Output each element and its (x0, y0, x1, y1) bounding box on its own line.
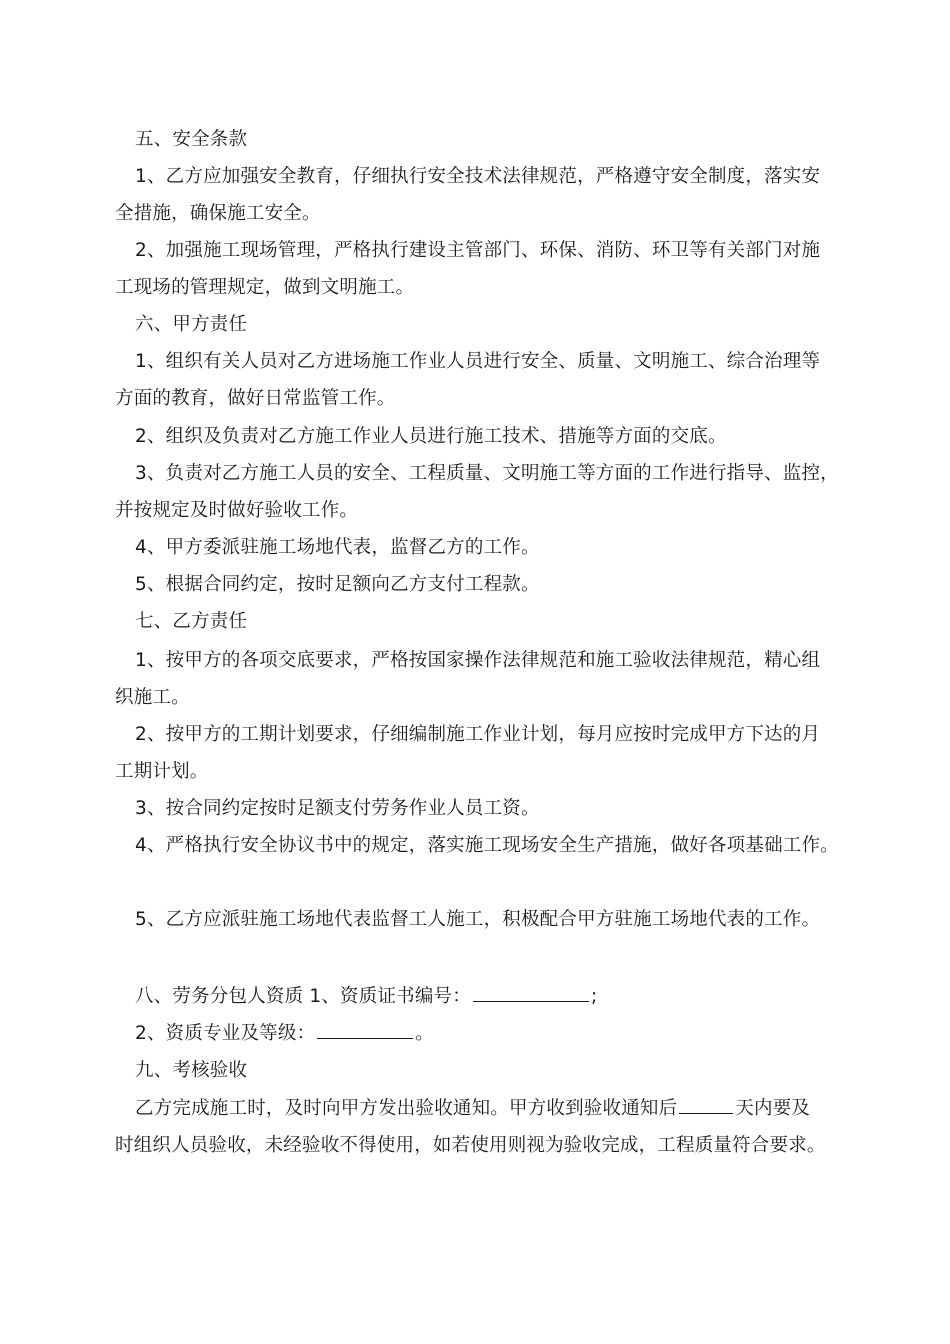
paragraph-line: 方面的教育，做好日常监管工作。 (115, 388, 396, 409)
paragraph-line: 3、按合同约定按时足额支付劳务作业人员工资。 (135, 798, 540, 819)
qualification-level-blank (317, 1020, 413, 1039)
paragraph-line: 3、负责对乙方施工人员的安全、工程质量、文明施工等方面的工作进行指导、监控， (135, 463, 839, 484)
section-8-text: 八、劳务分包人资质 1、资质证书编号： (135, 986, 471, 1007)
qualification-line (135, 1020, 434, 1047)
paragraph-line: 5、根据合同约定，按时足额向乙方支付工程款。 (135, 574, 540, 595)
days-blank (679, 1095, 733, 1114)
paragraph-line: 织施工。 (115, 687, 190, 708)
paragraph-line: 4、严格执行安全协议书中的规定，落实施工现场安全生产措施，做好各项基础工作。 (135, 835, 839, 856)
section-7-heading: 七、乙方责任 (135, 611, 248, 632)
paragraph-line: 工现场的管理规定，做到文明施工。 (115, 277, 415, 298)
certificate-number-blank (473, 983, 589, 1002)
acceptance-text: 乙方完成施工时，及时向甲方发出验收通知。甲方收到验收通知后 (135, 1098, 678, 1119)
period: 。 (415, 1023, 434, 1044)
paragraph-line: 并按规定及时做好验收工作。 (115, 500, 359, 521)
paragraph-line: 5、乙方应派驻施工场地代表监督工人施工，积极配合甲方驻施工场地代表的工作。 (135, 909, 821, 930)
paragraph-line: 4、甲方委派驻施工场地代表，监督乙方的工作。 (135, 537, 540, 558)
semicolon: ; (590, 986, 598, 1007)
acceptance-text-end: 天内要及 (735, 1098, 811, 1119)
paragraph-line: 2、加强施工现场管理，严格执行建设主管部门、环保、消防、环卫等有关部门对施 (135, 240, 821, 261)
section-5-heading: 五、安全条款 (135, 129, 248, 150)
section-9-heading: 九、考核验收 (135, 1060, 248, 1081)
section-8-line (135, 983, 597, 1010)
qualification-text: 2、资质专业及等级： (135, 1023, 316, 1044)
paragraph-line: 1、组织有关人员对乙方进场施工作业人员进行安全、质量、文明施工、综合治理等 (135, 351, 821, 372)
paragraph-line: 1、按甲方的各项交底要求，严格按国家操作法律规范和施工验收法律规范，精心组 (135, 650, 821, 671)
paragraph-line: 1、乙方应加强安全教育，仔细执行安全技术法律规范，严格遵守安全制度，落实安 (135, 166, 821, 187)
paragraph-line: 2、组织及负责对乙方施工作业人员进行施工技术、措施等方面的交底。 (135, 426, 727, 447)
acceptance-line (135, 1095, 810, 1122)
paragraph-line: 工期计划。 (115, 761, 209, 782)
paragraph-line: 时组织人员验收，未经验收不得使用，如若使用则视为验收完成，工程质量符合要求。 (115, 1135, 826, 1156)
section-6-heading: 六、甲方责任 (135, 314, 248, 335)
paragraph-line: 2、按甲方的工期计划要求，仔细编制施工作业计划，每月应按时完成甲方下达的月 (135, 724, 821, 745)
paragraph-line: 全措施，确保施工安全。 (115, 203, 321, 224)
